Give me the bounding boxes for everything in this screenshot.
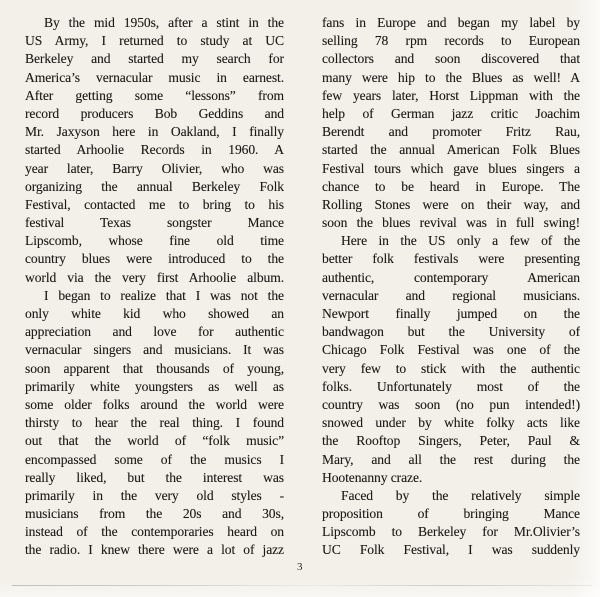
text-line: really liked, but the interest was xyxy=(25,469,284,485)
text-line: vernacular and regional musicians. xyxy=(322,287,580,303)
text-line: Rolling Stones were on their way, and xyxy=(322,196,580,212)
text-line: After getting some “lessons” from xyxy=(25,87,284,103)
text-line: bandwagon but the University of xyxy=(322,324,580,340)
text-line: started Arhoolie Records in 1960. A xyxy=(25,142,284,158)
text-line: few years later, Horst Lippman with the xyxy=(322,87,580,103)
text-column-right xyxy=(322,14,580,560)
text-line: Faced by the relatively simple xyxy=(341,487,580,503)
text-line: instead of the contemporaries heard on xyxy=(25,524,284,540)
scan-fold-line xyxy=(12,585,592,586)
text-line: the Rooftop Singers, Peter, Paul & xyxy=(322,433,580,449)
text-line: Hootenanny craze. xyxy=(322,469,423,485)
text-line: started the annual American Folk Blues xyxy=(322,142,580,158)
text-line: only white kid who showed an xyxy=(25,306,284,321)
text-line: selling 78 rpm records to European xyxy=(322,33,580,49)
text-line: Lipscomb to Berkeley for Mr.Olivier’s xyxy=(322,524,580,540)
text-line: soon apparent that thousands of young, xyxy=(25,360,284,376)
text-line: Mary, and all the rest during the xyxy=(322,451,580,467)
text-line: Newport finally jumped on the xyxy=(322,306,580,321)
text-line: proposition of bringing Mance xyxy=(322,506,580,522)
text-line: By the mid 1950s, after a stint in the xyxy=(44,15,284,30)
text-line: soon the blues revival was in full swing! xyxy=(322,215,580,231)
text-line: out that the world of “folk music” xyxy=(25,433,284,449)
text-line: country was soon (no pun intended!) xyxy=(322,396,580,412)
text-line: America’s vernacular music in earnest. xyxy=(25,69,284,85)
text-line: Chicago Folk Festival was one of the xyxy=(322,342,580,358)
text-line: fans in Europe and began my label by xyxy=(322,15,580,30)
text-line: thirsty to hear the real thing. I found xyxy=(25,415,284,431)
text-line: authentic, contemporary American xyxy=(322,269,580,285)
text-line: organizing the annual Berkeley Folk xyxy=(25,178,284,194)
text-line: record producers Bob Geddins and xyxy=(25,105,284,121)
text-line: primarily in the very old styles - xyxy=(25,487,284,503)
text-line: country blues were introduced to the xyxy=(25,251,284,267)
text-line: help of German jazz critic Joachim xyxy=(322,105,580,121)
text-line: encompassed some of the musics I xyxy=(25,451,284,467)
text-line: primarily white youngsters as well as xyxy=(25,378,284,394)
text-line: Mr. Jaxyson here in Oakland, I finally xyxy=(25,124,284,140)
text-line: some older folks around the world were xyxy=(25,396,284,412)
text-line: folks. Unfortunately most of the xyxy=(322,378,580,394)
text-column-left xyxy=(25,14,284,560)
text-line: UC Folk Festival, I was suddenly xyxy=(322,542,580,558)
text-line: Festival, contacted me to bring to his xyxy=(25,196,284,212)
text-line: Berendt and promoter Fritz Rau, xyxy=(322,124,580,140)
page-number: 3 xyxy=(297,561,303,573)
text-line: appreciation and love for authentic xyxy=(25,324,284,340)
text-line: year later, Barry Olivier, who was xyxy=(25,160,284,176)
text-line: Festival tours which gave blues singers a xyxy=(322,160,580,176)
text-line: Berkeley and started my search for xyxy=(25,51,284,67)
two-column-text xyxy=(25,14,580,560)
text-line: collectors and soon discovered that xyxy=(322,51,580,67)
text-line: festival Texas songster Mance xyxy=(25,215,284,231)
text-line: I began to realize that I was not the xyxy=(44,287,284,303)
text-line: the radio. I knew there were a lot of jazz xyxy=(25,542,284,558)
text-line: snowed under by white folky acts like xyxy=(322,415,580,431)
text-line: better folk festivals were presenting xyxy=(322,251,580,267)
text-line: US Army, I returned to study at UC xyxy=(25,33,284,49)
text-line: Lipscomb, whose fine old time xyxy=(25,233,284,249)
text-line: very few to stick with the authentic xyxy=(322,360,580,376)
text-line: musicians from the 20s and 30s, xyxy=(25,506,284,522)
text-line: many were hip to the Blues as well! A xyxy=(322,69,580,85)
text-line: Here in the US only a few of the xyxy=(341,233,580,249)
text-line: chance to be heard in Europe. The xyxy=(322,178,580,194)
text-line: vernacular singers and musicians. It was xyxy=(25,342,284,358)
text-line: world via the very first Arhoolie album. xyxy=(25,269,284,285)
